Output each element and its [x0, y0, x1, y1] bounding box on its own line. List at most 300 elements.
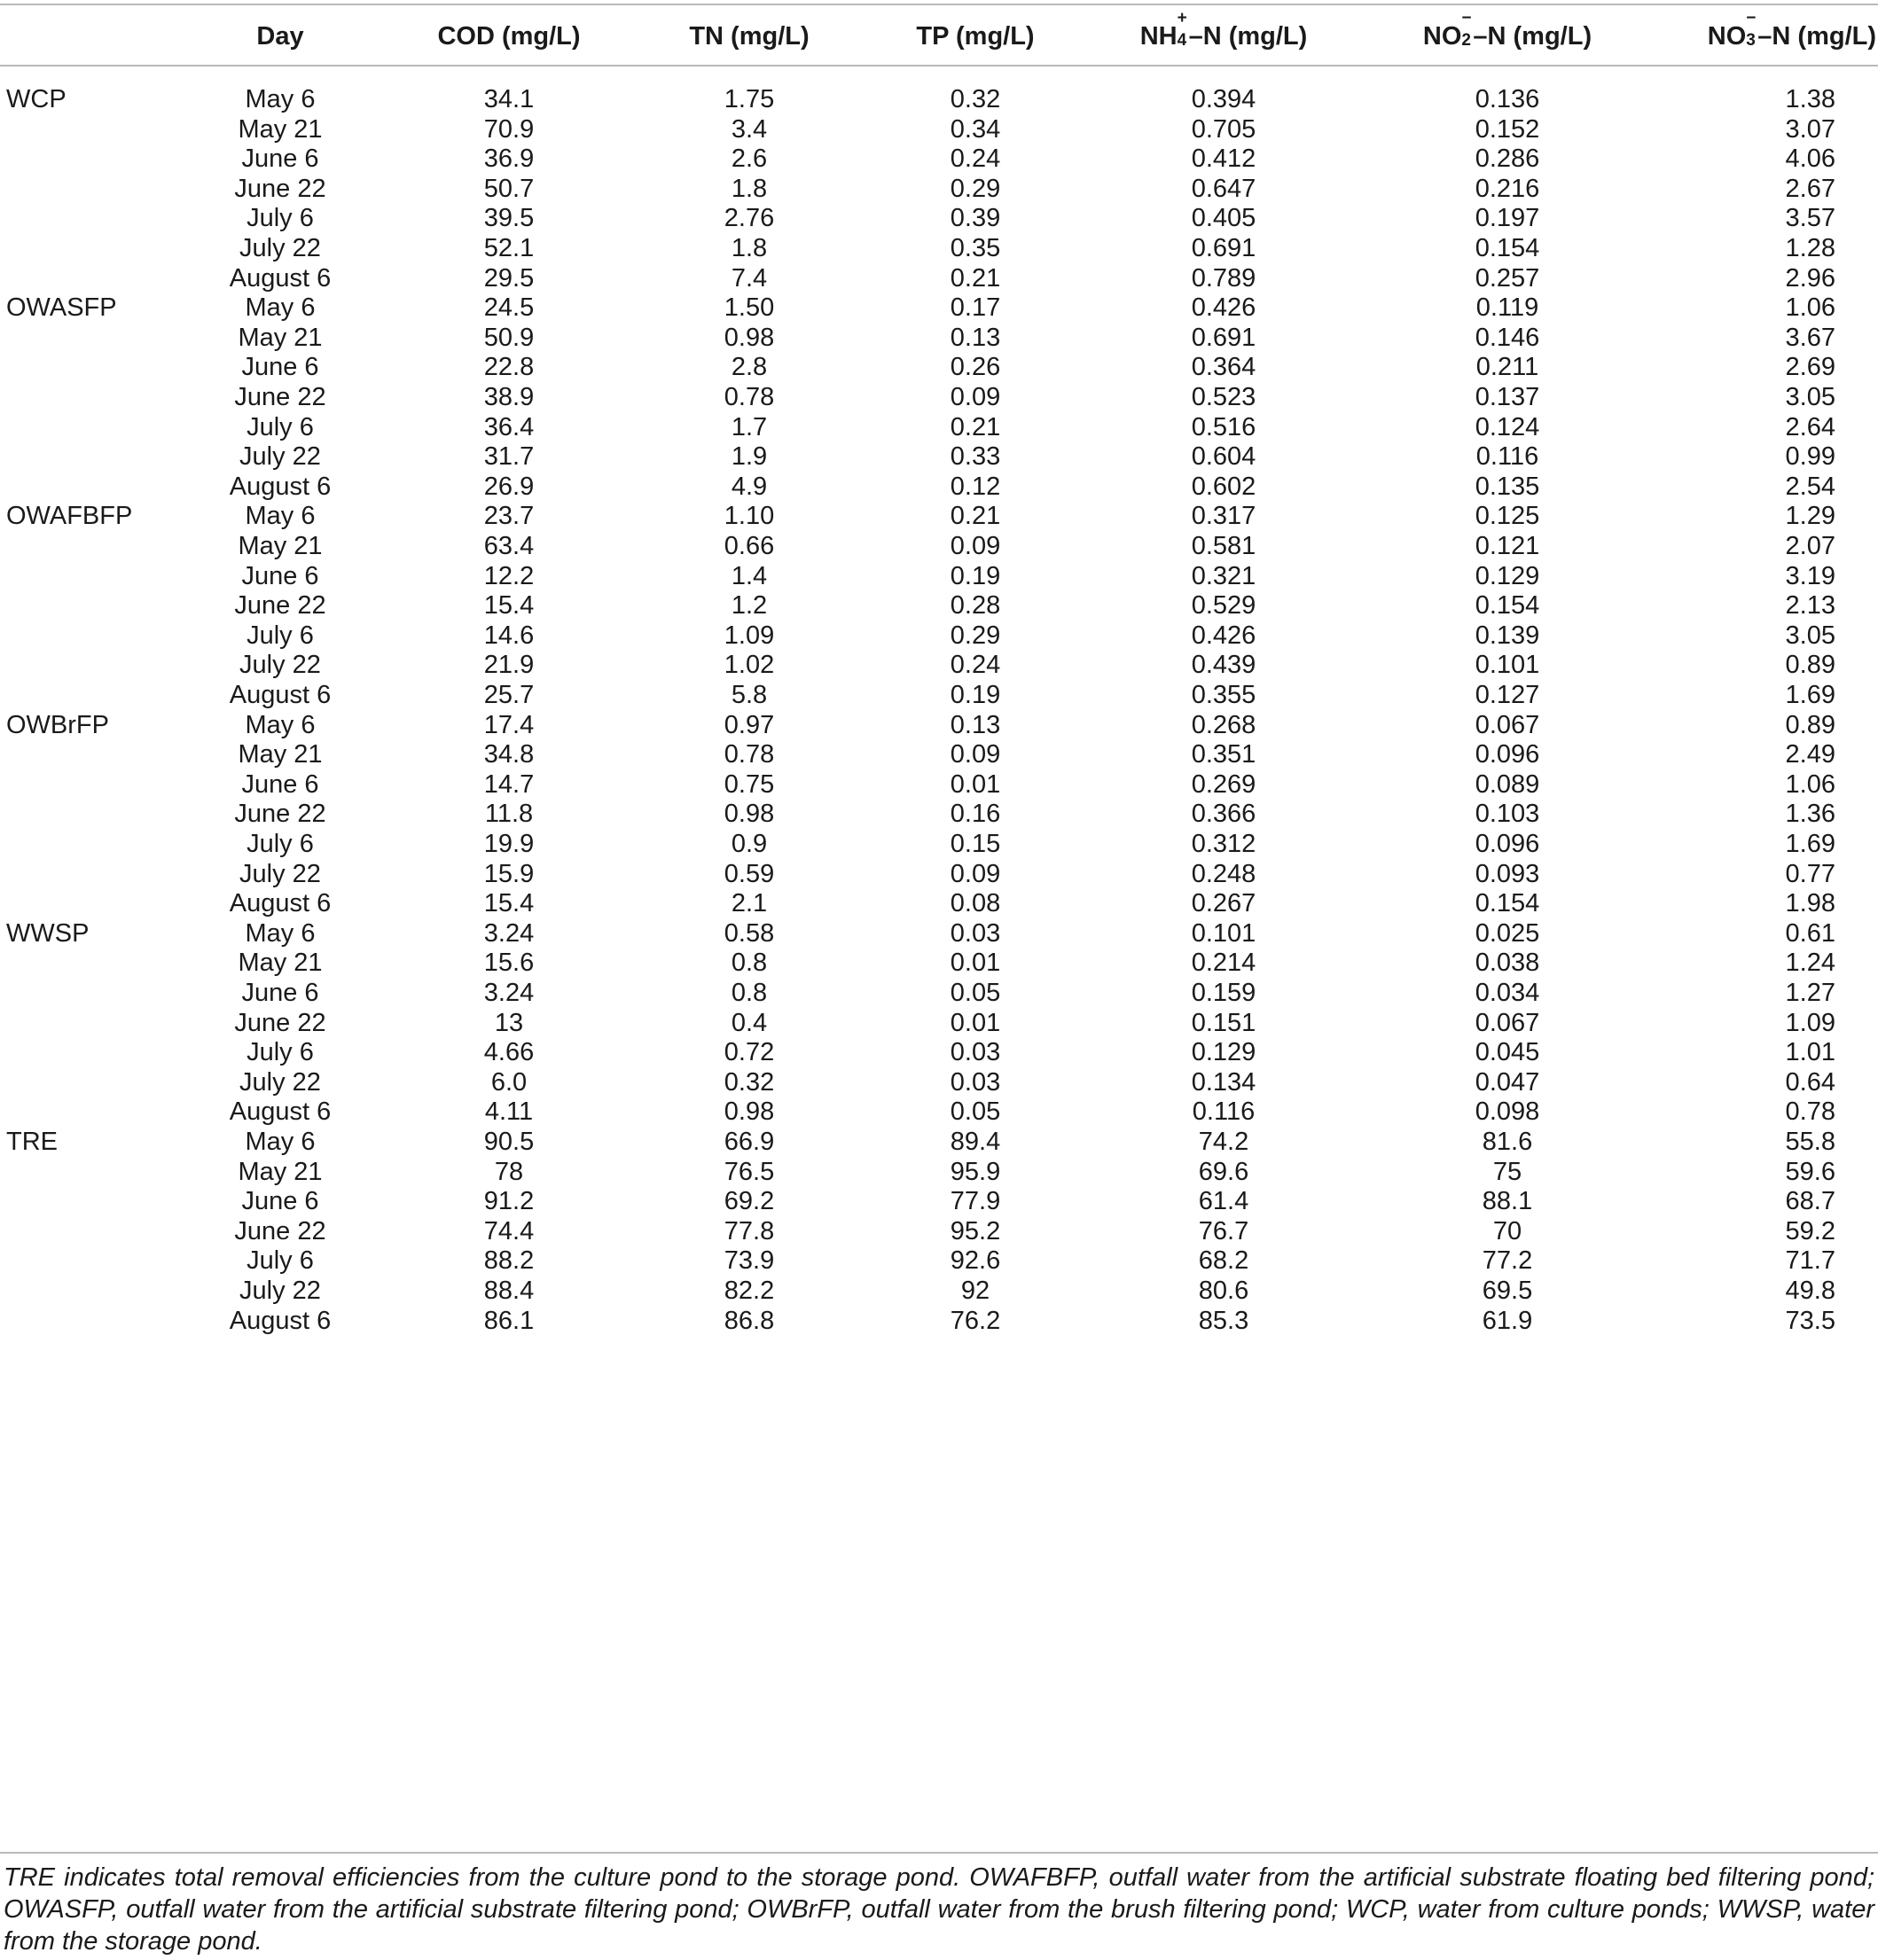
cell-day: July 6: [246, 1038, 314, 1067]
cell-tn: 69.2: [724, 1187, 775, 1216]
cell-nh4: 0.321: [1191, 561, 1256, 590]
table-header-rule: [0, 65, 1878, 66]
cell-tp: 95.9: [950, 1157, 1001, 1186]
cell-no3: 2.13: [1785, 591, 1835, 621]
cell-day: June 6: [241, 561, 319, 590]
cell-no3: 59.6: [1785, 1157, 1835, 1186]
cell-cod: 15.4: [483, 889, 535, 918]
cell-no3: 3.05: [1785, 383, 1835, 411]
cell-tp: 0.19: [950, 681, 1001, 709]
header-nh4-base: NH: [1139, 22, 1178, 51]
cell-cod: 14.6: [483, 621, 535, 650]
cell-day: July 6: [246, 1246, 314, 1276]
cell-no3: 1.69: [1785, 830, 1835, 858]
cell-no2: 0.045: [1475, 1038, 1540, 1067]
cell-day: August 6: [229, 1097, 332, 1127]
cell-tp: 92: [960, 1277, 990, 1305]
cell-tn: 0.98: [724, 1097, 775, 1127]
cell-cod: 21.9: [483, 651, 535, 680]
cell-tp: 0.12: [950, 472, 1001, 501]
cell-no2: 0.096: [1475, 830, 1540, 858]
cell-cod: 90.5: [483, 1128, 535, 1156]
cell-no2: 0.127: [1475, 681, 1540, 709]
cell-no3: 0.77: [1785, 859, 1835, 888]
cell-no3: 71.7: [1785, 1246, 1835, 1276]
cell-tp: 0.05: [950, 979, 1001, 1007]
cell-tp: 92.6: [950, 1246, 1001, 1276]
cell-no2: 0.211: [1475, 353, 1539, 382]
cell-cod: 50.7: [483, 174, 535, 203]
cell-tn: 0.59: [724, 859, 775, 888]
cell-no3: 49.8: [1785, 1277, 1835, 1305]
cell-tp: 0.03: [950, 1067, 1001, 1097]
cell-cod: 23.7: [483, 502, 535, 531]
cell-cod: 39.5: [483, 204, 535, 233]
cell-cod: 86.1: [483, 1306, 535, 1335]
cell-nh4: 0.426: [1191, 293, 1256, 323]
cell-nh4: 0.116: [1192, 1097, 1256, 1127]
cell-nh4: 0.366: [1191, 800, 1256, 829]
cell-no3: 1.24: [1785, 949, 1835, 978]
cell-no3: 2.64: [1785, 412, 1835, 441]
cell-cod: 24.5: [483, 293, 535, 323]
cell-no2: 0.129: [1475, 561, 1540, 590]
header-no3-sub: 3: [1746, 31, 1756, 50]
cell-day: June 22: [234, 1008, 326, 1037]
cell-tn: 0.97: [724, 710, 775, 739]
cell-day: June 22: [234, 383, 326, 411]
cell-day: May 21: [238, 532, 323, 560]
cell-cod: 12.2: [483, 561, 535, 590]
cell-no2: 0.067: [1475, 710, 1540, 739]
cell-nh4: 0.691: [1191, 234, 1256, 262]
cell-nh4: 0.439: [1191, 651, 1256, 680]
cell-no3: 3.19: [1785, 561, 1835, 590]
cell-tp: 0.03: [950, 1038, 1001, 1067]
cell-tn: 0.8: [731, 949, 768, 978]
cell-no2: 0.135: [1475, 472, 1540, 501]
cell-nh4: 0.151: [1191, 1008, 1256, 1037]
cell-no2: 0.154: [1475, 889, 1540, 918]
cell-nh4: 0.214: [1191, 949, 1256, 978]
cell-cod: 52.1: [483, 234, 535, 262]
cell-cod: 36.9: [483, 144, 535, 174]
cell-no3: 1.01: [1785, 1038, 1835, 1067]
cell-cod: 17.4: [483, 710, 535, 739]
cell-nh4: 0.312: [1191, 830, 1256, 858]
cell-cod: 3.24: [483, 979, 535, 1007]
header-no2-sub: 2: [1461, 31, 1471, 50]
cell-no2: 75: [1492, 1157, 1522, 1186]
cell-day: May 6: [245, 293, 316, 323]
cell-tp: 0.09: [950, 532, 1001, 560]
cell-no2: 0.089: [1475, 769, 1540, 799]
cell-cod: 6.0: [490, 1067, 528, 1097]
header-nh4-tail: –N (mg/L): [1188, 22, 1308, 51]
cell-tn: 0.9: [731, 830, 768, 858]
cell-day: June 6: [241, 979, 319, 1007]
cell-day: June 6: [241, 1187, 319, 1216]
cell-day: July 6: [246, 830, 314, 858]
cell-no3: 1.38: [1785, 85, 1835, 113]
cell-no2: 0.096: [1475, 740, 1540, 769]
cell-tn: 66.9: [724, 1128, 775, 1156]
cell-tp: 0.08: [950, 889, 1001, 918]
cell-no2: 0.125: [1475, 502, 1540, 531]
cell-nh4: 0.705: [1191, 114, 1256, 144]
cell-cod: 25.7: [483, 681, 535, 709]
cell-no3: 0.99: [1785, 442, 1835, 472]
cell-no2: 61.9: [1482, 1306, 1533, 1335]
cell-cod: 19.9: [483, 830, 535, 858]
cell-nh4: 0.159: [1191, 979, 1256, 1007]
cell-cod: 15.6: [483, 949, 535, 978]
cell-no2: 0.098: [1475, 1097, 1540, 1127]
cell-no3: 3.57: [1785, 204, 1835, 233]
group-label-tre: TRE: [6, 1128, 58, 1156]
cell-tp: 0.29: [950, 174, 1001, 203]
cell-no3: 1.69: [1785, 681, 1835, 709]
cell-no2: 88.1: [1482, 1187, 1533, 1216]
cell-day: July 22: [239, 234, 321, 262]
cell-cod: 29.5: [483, 263, 535, 293]
cell-no2: 0.154: [1475, 234, 1540, 262]
cell-day: May 6: [245, 918, 316, 948]
cell-day: August 6: [229, 889, 332, 918]
cell-day: August 6: [229, 1306, 332, 1335]
cell-no2: 0.116: [1475, 442, 1539, 472]
cell-no2: 69.5: [1482, 1277, 1533, 1305]
cell-no2: 0.154: [1475, 591, 1540, 621]
cell-nh4: 0.268: [1191, 710, 1256, 739]
cell-day: May 6: [245, 1128, 316, 1156]
cell-nh4: 0.602: [1191, 472, 1256, 501]
cell-nh4: 0.101: [1191, 918, 1256, 948]
cell-cod: 70.9: [483, 114, 535, 144]
header-cod: COD (mg/L): [437, 22, 581, 51]
cell-day: May 6: [245, 502, 316, 531]
cell-tp: 0.39: [950, 204, 1001, 233]
group-label-wcp: WCP: [6, 85, 67, 113]
cell-tn: 1.2: [731, 591, 768, 621]
cell-nh4: 0.604: [1191, 442, 1256, 472]
cell-no2: 0.093: [1475, 859, 1540, 888]
cell-day: June 22: [234, 1216, 326, 1245]
header-no2: [1370, 9, 1645, 51]
cell-day: June 6: [241, 144, 319, 174]
cell-tn: 1.09: [724, 621, 775, 650]
cell-tn: 1.9: [731, 442, 768, 472]
cell-tn: 2.1: [731, 889, 768, 918]
cell-day: July 6: [246, 412, 314, 441]
group-label-owasfp: OWASFP: [6, 293, 117, 323]
cell-cod: 14.7: [483, 769, 535, 799]
cell-cod: 88.4: [483, 1277, 535, 1305]
cell-tn: 82.2: [724, 1277, 775, 1305]
cell-no3: 1.29: [1785, 502, 1835, 531]
header-nh4-sup: +: [1177, 9, 1187, 27]
cell-nh4: 0.269: [1191, 769, 1256, 799]
cell-tp: 0.35: [950, 234, 1001, 262]
cell-no3: 1.09: [1785, 1008, 1835, 1037]
cell-no3: 73.5: [1785, 1306, 1835, 1335]
cell-tn: 0.66: [724, 532, 775, 560]
cell-tp: 0.13: [950, 710, 1001, 739]
cell-no3: 2.54: [1785, 472, 1835, 501]
cell-no2: 0.034: [1475, 979, 1540, 1007]
cell-tp: 0.17: [950, 293, 1001, 323]
cell-no3: 1.06: [1785, 293, 1835, 323]
cell-nh4: 0.405: [1191, 204, 1256, 233]
cell-day: May 21: [238, 1157, 323, 1186]
cell-cod: 3.24: [483, 918, 535, 948]
cell-nh4: 0.789: [1191, 263, 1256, 293]
cell-day: August 6: [229, 681, 332, 709]
cell-no2: 0.146: [1475, 323, 1540, 352]
cell-tp: 0.34: [950, 114, 1001, 144]
cell-nh4: 0.355: [1191, 681, 1256, 709]
cell-no3: 0.89: [1785, 651, 1835, 680]
cell-nh4: 76.7: [1198, 1216, 1249, 1245]
cell-day: July 22: [239, 442, 321, 472]
cell-day: June 6: [241, 353, 319, 382]
cell-cod: 26.9: [483, 472, 535, 501]
cell-day: June 22: [234, 800, 326, 829]
cell-day: May 21: [238, 114, 323, 144]
cell-no2: 0.121: [1475, 532, 1540, 560]
cell-nh4: 0.426: [1191, 621, 1256, 650]
cell-cod: 4.66: [483, 1038, 535, 1067]
cell-tn: 1.75: [724, 85, 775, 113]
cell-tp: 0.28: [950, 591, 1001, 621]
cell-no3: 4.06: [1785, 144, 1835, 174]
cell-tp: 0.32: [950, 85, 1001, 113]
cell-day: July 22: [239, 1277, 321, 1305]
cell-nh4: 0.691: [1191, 323, 1256, 352]
cell-no3: 0.89: [1785, 710, 1835, 739]
cell-no2: 0.216: [1475, 174, 1540, 203]
cell-nh4: 0.523: [1191, 383, 1256, 411]
cell-cod: 22.8: [483, 353, 535, 382]
cell-nh4: 0.516: [1191, 412, 1256, 441]
cell-no2: 0.152: [1475, 114, 1540, 144]
cell-tn: 0.8: [731, 979, 768, 1007]
cell-tp: 0.21: [950, 502, 1001, 531]
cell-tn: 3.4: [731, 114, 768, 144]
header-nh4: [1091, 9, 1357, 51]
cell-cod: 74.4: [483, 1216, 535, 1245]
cell-day: May 6: [245, 85, 316, 113]
header-no2-base: NO: [1422, 22, 1462, 51]
cell-cod: 13: [494, 1008, 524, 1037]
cell-nh4: 85.3: [1198, 1306, 1249, 1335]
cell-tp: 0.01: [950, 1008, 1001, 1037]
cell-no2: 0.139: [1475, 621, 1540, 650]
cell-nh4: 0.351: [1191, 740, 1256, 769]
cell-nh4: 0.267: [1191, 889, 1256, 918]
cell-tn: 0.72: [724, 1038, 775, 1067]
cell-tn: 0.58: [724, 918, 775, 948]
cell-tp: 0.24: [950, 144, 1001, 174]
cell-no3: 2.69: [1785, 353, 1835, 382]
cell-no3: 0.61: [1785, 918, 1835, 948]
cell-nh4: 68.2: [1198, 1246, 1249, 1276]
cell-no2: 0.137: [1475, 383, 1540, 411]
cell-cod: 91.2: [483, 1187, 535, 1216]
cell-no2: 0.047: [1475, 1067, 1540, 1097]
cell-nh4: 0.129: [1191, 1038, 1256, 1067]
cell-tn: 1.02: [724, 651, 775, 680]
cell-nh4: 80.6: [1198, 1277, 1249, 1305]
cell-tp: 0.29: [950, 621, 1001, 650]
cell-tp: 0.26: [950, 353, 1001, 382]
cell-cod: 11.8: [484, 800, 534, 829]
cell-day: June 22: [234, 591, 326, 621]
cell-tp: 0.13: [950, 323, 1001, 352]
cell-tn: 1.50: [724, 293, 775, 323]
cell-no2: 0.103: [1475, 800, 1540, 829]
cell-no3: 1.28: [1785, 234, 1835, 262]
header-day: Day: [256, 22, 304, 51]
cell-no2: 0.136: [1475, 85, 1540, 113]
cell-tp: 0.21: [950, 412, 1001, 441]
table-footnote: TRE indicates total removal efficiencies from the culture pond to the storage pond. OWAFBFP, outfall water from the artificial substrate floating bed filtering pond; OWASFP, outfall water from the artificial substrate filtering pond; OWBrFP, outfall water from the brush filtering pond; WCP, water from culture ponds; WWSP, water from the storage pond.: [4, 1863, 1874, 1956]
cell-no3: 59.2: [1785, 1216, 1835, 1245]
cell-day: June 22: [234, 174, 326, 203]
cell-cod: 31.7: [483, 442, 535, 472]
cell-no3: 1.27: [1785, 979, 1835, 1007]
cell-tp: 0.15: [950, 830, 1001, 858]
cell-cod: 50.9: [483, 323, 535, 352]
cell-no3: 3.05: [1785, 621, 1835, 650]
cell-tp: 77.9: [950, 1187, 1001, 1216]
cell-no3: 1.06: [1785, 769, 1835, 799]
cell-no3: 2.67: [1785, 174, 1835, 203]
cell-tp: 0.01: [950, 949, 1001, 978]
cell-cod: 34.1: [483, 85, 535, 113]
cell-no2: 0.124: [1475, 412, 1540, 441]
cell-cod: 38.9: [483, 383, 535, 411]
cell-tn: 0.75: [724, 769, 775, 799]
cell-day: July 22: [239, 1067, 321, 1097]
header-no3-tail: –N (mg/L): [1757, 22, 1876, 51]
cell-tn: 0.98: [724, 323, 775, 352]
cell-nh4: 0.529: [1191, 591, 1256, 621]
header-no2-tail: –N (mg/L): [1473, 22, 1592, 51]
cell-no2: 0.025: [1475, 918, 1540, 948]
header-no3-base: NO: [1707, 22, 1747, 51]
cell-no3: 1.36: [1785, 800, 1835, 829]
cell-no3: 2.07: [1785, 532, 1835, 560]
cell-cod: 15.9: [483, 859, 535, 888]
group-label-owafbfp: OWAFBFP: [6, 502, 133, 531]
cell-tp: 0.16: [950, 800, 1001, 829]
cell-cod: 88.2: [483, 1246, 535, 1276]
cell-nh4: 0.412: [1191, 144, 1256, 174]
cell-tn: 4.9: [731, 472, 768, 501]
header-no3-sup: −: [1746, 9, 1757, 27]
header-no2-sup: −: [1461, 9, 1472, 27]
cell-tp: 0.01: [950, 769, 1001, 799]
cell-tn: 0.78: [724, 740, 775, 769]
cell-no3: 3.67: [1785, 323, 1835, 352]
cell-tn: 2.76: [724, 204, 775, 233]
table-top-rule: [0, 4, 1878, 5]
cell-tp: 0.09: [950, 859, 1001, 888]
cell-cod: 63.4: [483, 532, 535, 560]
cell-tp: 0.09: [950, 740, 1001, 769]
cell-no3: 3.07: [1785, 114, 1835, 144]
cell-tp: 95.2: [950, 1216, 1001, 1245]
cell-no2: 0.101: [1475, 651, 1540, 680]
cell-nh4: 0.317: [1191, 502, 1256, 531]
cell-tn: 0.78: [724, 383, 775, 411]
cell-nh4: 0.364: [1191, 353, 1256, 382]
cell-tn: 1.8: [731, 174, 768, 203]
cell-tp: 89.4: [950, 1128, 1001, 1156]
cell-no3: 55.8: [1785, 1128, 1835, 1156]
cell-no2: 0.119: [1475, 293, 1539, 323]
cell-day: July 6: [246, 204, 314, 233]
cell-cod: 4.11: [484, 1097, 534, 1127]
cell-tn: 1.4: [731, 561, 768, 590]
cell-day: August 6: [229, 263, 332, 293]
cell-tp: 0.21: [950, 263, 1001, 293]
cell-tp: 0.24: [950, 651, 1001, 680]
cell-tp: 0.09: [950, 383, 1001, 411]
cell-no2: 0.067: [1475, 1008, 1540, 1037]
cell-tn: 2.6: [731, 144, 768, 174]
group-label-wwsp: WWSP: [6, 918, 90, 948]
cell-nh4: 0.248: [1191, 859, 1256, 888]
cell-tn: 0.98: [724, 800, 775, 829]
cell-no2: 77.2: [1482, 1246, 1533, 1276]
cell-cod: 15.4: [483, 591, 535, 621]
cell-tn: 77.8: [724, 1216, 775, 1245]
group-label-owbrfp: OWBrFP: [6, 710, 109, 739]
header-tp: TP (mg/L): [916, 22, 1035, 51]
cell-day: July 22: [239, 651, 321, 680]
cell-nh4: 0.134: [1191, 1067, 1256, 1097]
cell-cod: 78: [494, 1157, 524, 1186]
cell-tn: 73.9: [724, 1246, 775, 1276]
cell-day: July 22: [239, 859, 321, 888]
cell-no3: 2.96: [1785, 263, 1835, 293]
cell-no3: 0.78: [1785, 1097, 1835, 1127]
cell-tn: 7.4: [731, 263, 768, 293]
cell-no3: 1.98: [1785, 889, 1835, 918]
cell-cod: 34.8: [483, 740, 535, 769]
cell-no3: 68.7: [1785, 1187, 1835, 1216]
cell-tp: 0.33: [950, 442, 1001, 472]
cell-nh4: 0.647: [1191, 174, 1256, 203]
cell-nh4: 61.4: [1198, 1187, 1249, 1216]
cell-no3: 0.64: [1785, 1067, 1835, 1097]
cell-tn: 0.32: [724, 1067, 775, 1097]
cell-day: May 6: [245, 710, 316, 739]
cell-tn: 2.8: [731, 353, 768, 382]
cell-tn: 5.8: [731, 681, 768, 709]
cell-tn: 1.10: [724, 502, 775, 531]
cell-tp: 76.2: [950, 1306, 1001, 1335]
cell-day: July 6: [246, 621, 314, 650]
cell-tn: 1.8: [731, 234, 768, 262]
cell-tp: 0.19: [950, 561, 1001, 590]
table-bottom-rule: [0, 1852, 1878, 1854]
header-tn: TN (mg/L): [689, 22, 810, 51]
cell-day: June 6: [241, 769, 319, 799]
cell-cod: 36.4: [483, 412, 535, 441]
